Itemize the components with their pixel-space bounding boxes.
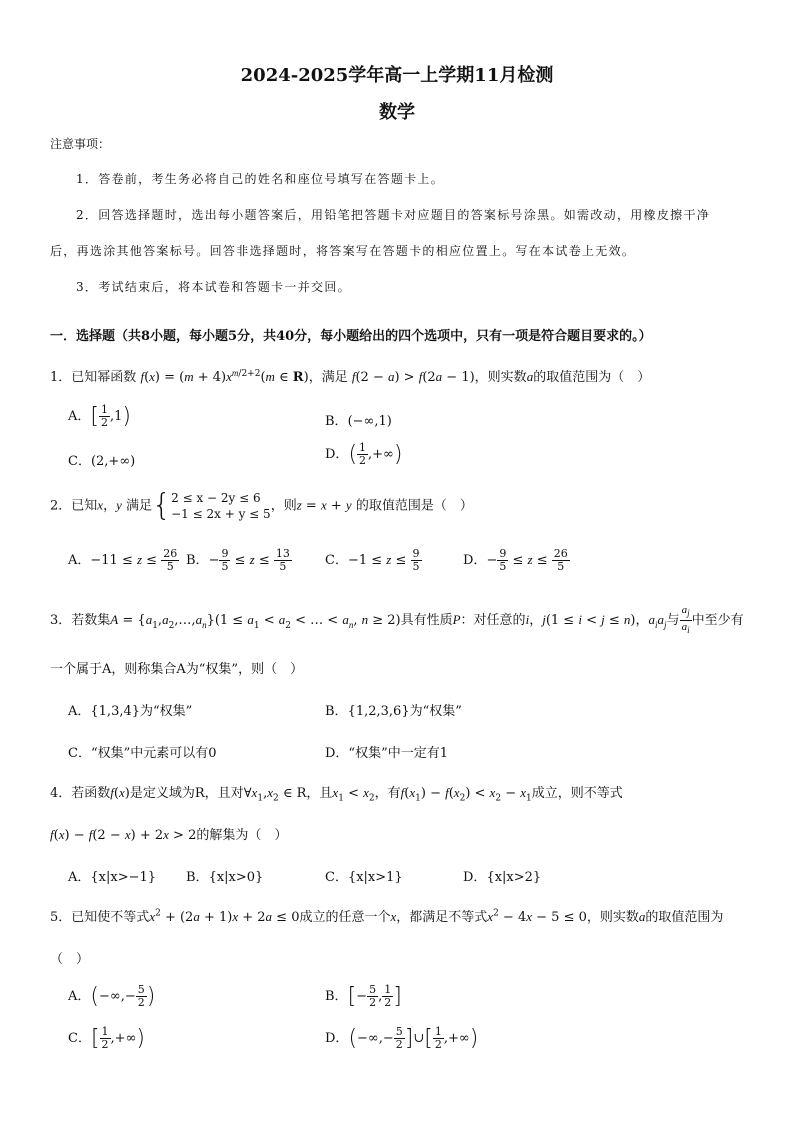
notice-heading: 注意事项： — [50, 137, 111, 151]
q4-option-d[interactable]: D．{x|x>2} — [463, 870, 542, 885]
q3-option-c[interactable]: C．“权集”中元素可以有0 — [68, 746, 217, 761]
q5-option-c[interactable]: C．[ $\frac{1}{2}$ ,+∞) — [68, 1025, 145, 1051]
q5-option-b[interactable]: B．[− $\frac{5}{2}$ , $\frac{1}{2}$ ] — [325, 983, 402, 1009]
subject-title: 数学 — [379, 102, 415, 123]
question-4: 4．若函数f(x)是定义域为R，且对$\forall x_1,x_2$ ∈ R，且$x_1 < x_2$，有$f(x_1) - f(x_2) < x_2 - x_1$成立，则不等式 — [50, 785, 623, 804]
q3-option-a[interactable]: A．{1,3,4}为“权集” — [68, 704, 193, 719]
question-5: 5．已知使不等式$x^2 + (2a + 1)x + 2a \le 0$成立的任意一个x，都满足不等式$x^2 - 4x - 5 \le 0$，则实数a的取值范围为 — [50, 908, 724, 925]
question-5-cont: （ ） — [50, 952, 90, 967]
q2-option-d[interactable]: D．− $\frac{9}{5}$ ≤ z ≤ $\frac{26}{5}$ — [463, 547, 568, 573]
q5-option-d[interactable]: D．(−∞,− $\frac{5}{2}$ ]∪[ $\frac{1}{2}$ ,+∞) — [325, 1025, 479, 1051]
q2-option-a[interactable]: A．−11 ≤ z ≤ $\frac{26}{5}$ — [68, 547, 178, 573]
q1-option-d[interactable]: D．( $\frac{1}{2}$ ,+∞) — [325, 441, 403, 467]
question-2: 2．已知x，y 满足{ 2 ≤ x − 2y ≤ 6 −1 ≤ 2x + y ≤ 5 ，则z = x + y 的取值范围是（ ） — [50, 488, 473, 523]
q1-option-c[interactable]: C．(2,+∞) — [68, 454, 136, 469]
q4-option-c[interactable]: C．{x|x>1} — [325, 870, 403, 885]
q4-option-a[interactable]: A．{x|x>−1} — [68, 870, 157, 885]
question-3: 3．若数集$A = \{a_1,a_2,\dots,a_n\}(1 \le a_1 < a_2$ < … < $a_n$, n ≥ 2)具有性质P：对任意的i，j(1 ≤ i < j ≤ n)，$a_ia_j$与 $\frac{a_j}{a_i}$ 中至少有 — [50, 604, 744, 636]
question-4-cont: f(x) − f(2 − x) + 2x > 2的解集为（ ） — [50, 827, 288, 843]
notice-item-2: 2．回答选择题时，选出每小题答案后，用铅笔把答题卡对应题目的答案标号涂黑。如需改动，用橡皮擦干净 — [76, 208, 711, 222]
q3-option-d[interactable]: D．“权集”中一定有1 — [325, 746, 448, 761]
notice-item-2-cont: 后，再选涂其他答案标号。回答非选择题时，将答案写在答题卡的相应位置上。写在本试卷上无效。 — [50, 244, 636, 258]
q1-option-b[interactable]: B．(−∞,1) — [325, 414, 392, 429]
question-1: 1．已知幂函数 $f(x) = (m + 4)x^{m/2+2}(m$ ∈ R)，满足 f(2 − a) > f(2a − 1)，则实数a的取值范围为（ ） — [50, 367, 651, 385]
question-3-cont: 一个属于A，则称集合A为“权集”，则（ ） — [50, 662, 304, 677]
section-heading: 一．选择题（共8小题，每小题5分，共40分，每小题给出的四个选项中，只有一项是符合题目要求的。） — [50, 329, 652, 344]
q3-option-b[interactable]: B．{1,2,3,6}为“权集” — [325, 704, 462, 719]
q2-option-c[interactable]: C．−1 ≤ z ≤ $\frac{9}{5}$ — [325, 547, 420, 573]
notice-item-3: 3．考试结束后，将本试卷和答题卡一并交回。 — [76, 280, 351, 294]
exam-title: 2024-2025学年高一上学期11月检测 — [240, 65, 554, 86]
q2-option-b[interactable]: B．− $\frac{9}{5}$ ≤ z ≤ $\frac{13}{5}$ — [186, 547, 290, 573]
q4-option-b[interactable]: B．{x|x>0} — [186, 870, 264, 885]
q5-option-a[interactable]: A．(−∞,− $\frac{5}{2}$ ) — [68, 983, 156, 1009]
notice-item-1: 1．答卷前，考生务必将自己的姓名和座位号填写在答题卡上。 — [76, 172, 445, 186]
q1-option-a[interactable]: A．[ $\frac{1}{2}$ ,1) — [68, 403, 131, 429]
